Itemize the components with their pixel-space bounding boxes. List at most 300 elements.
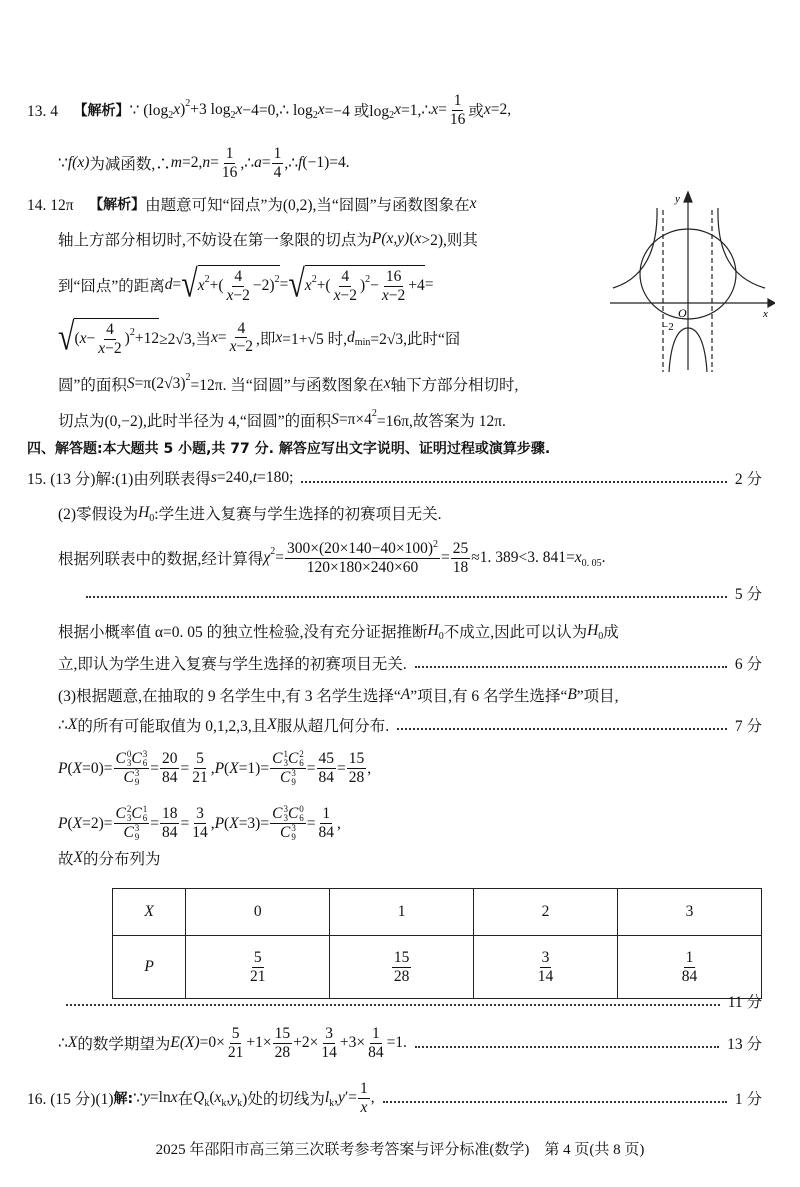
math-var: x [483, 101, 491, 119]
denominator [332, 287, 359, 305]
denominator [278, 769, 298, 787]
math-var: x [173, 101, 181, 119]
text: =ln [149, 1089, 171, 1107]
text: −2 [388, 286, 406, 304]
text: −2) [252, 277, 275, 295]
text: 在 [177, 1091, 194, 1109]
math-var: m [170, 154, 182, 172]
bold-text: 四、解答题:本大题共 5 小题,共 77 分. 解答应写出文字说明、证明过程或演算步骤. [27, 441, 551, 457]
indices [135, 824, 140, 842]
fraction [317, 805, 337, 842]
text: = [306, 814, 316, 832]
text: 84 [161, 824, 178, 841]
sup-index: 1 [283, 749, 288, 759]
y-axis-arrow-icon [684, 192, 692, 202]
radicand [74, 318, 159, 358]
math-var: x [381, 286, 389, 304]
radical-sign-icon: √ [181, 262, 198, 306]
text: (−1)=4. [302, 154, 350, 172]
text: 的数学期望为 [77, 1036, 171, 1054]
denominator [347, 769, 367, 787]
text: ( [409, 230, 415, 247]
text: 故 [58, 851, 74, 868]
text: ( [74, 330, 80, 348]
math-var: x [317, 101, 325, 119]
math-var: t [252, 469, 258, 486]
subscript: 0. 05 [581, 557, 602, 569]
text: 300×(20×140−40×100) [286, 540, 434, 557]
text: 3 [196, 805, 204, 823]
fraction [270, 750, 306, 787]
curve-left [613, 208, 657, 288]
fraction [270, 805, 306, 842]
text: 84 [318, 824, 335, 841]
table-cell: P [113, 936, 186, 999]
superscript: 2 [185, 97, 191, 109]
text: 1 [273, 145, 282, 162]
text: 84 [368, 1043, 384, 1061]
text: = [180, 759, 190, 777]
text: 16. (15 分)(1) [27, 1091, 114, 1109]
q15-line-7 [58, 684, 762, 706]
sup-index: 0 [126, 749, 132, 759]
denominator [228, 338, 255, 356]
text: −2 [105, 339, 122, 357]
text: 根据列联表中的数据,经计算得 [58, 551, 264, 569]
text: = [180, 814, 190, 832]
dotted-leader [397, 728, 727, 730]
text: 轴下方部分相切时, [390, 377, 519, 394]
dotted-leader [66, 1004, 720, 1006]
text: 15 [274, 1025, 291, 1042]
denominator [225, 287, 252, 305]
text: >2),则其 [421, 232, 478, 249]
numerator [370, 1025, 382, 1044]
text: , [367, 759, 372, 777]
sub-index: 9 [134, 832, 140, 842]
square-root [58, 315, 160, 359]
text: 15. (13 分)解:(1)由列联表得 [27, 471, 211, 488]
fraction [190, 805, 210, 842]
superscript: 2 [371, 407, 377, 419]
math-var: C [131, 805, 142, 823]
subscript: k [237, 1097, 243, 1109]
text: − [86, 330, 96, 348]
q15-line-5 [58, 620, 762, 642]
math-var: X [72, 814, 83, 832]
math-var: l [324, 1089, 330, 1107]
math-var: x [79, 330, 87, 348]
q13-line-2 [58, 145, 762, 182]
text: ′= [344, 1089, 358, 1107]
sub-index: 3 [283, 813, 288, 823]
subscript: 2 [389, 109, 395, 121]
text: 18 [452, 558, 469, 576]
text: 5 [231, 1025, 240, 1042]
text: (3)根据题意,在抽取的 9 名学生中,有 3 名学生选择“ [58, 688, 401, 705]
fraction [451, 540, 471, 577]
text: =1. [386, 1034, 407, 1052]
combination [123, 769, 139, 787]
dotted-leader [415, 666, 727, 668]
text: 16 [221, 163, 238, 181]
table-header-row [113, 889, 762, 936]
math-var: x [304, 277, 312, 295]
table-cell: 2 [474, 889, 618, 936]
text: 25 [452, 540, 469, 557]
numerator [317, 750, 337, 769]
math-var: H [138, 504, 150, 521]
q15-line-3 [58, 540, 762, 577]
math-var: x [197, 277, 205, 295]
text: = [438, 101, 447, 119]
numerator [160, 750, 180, 769]
text: :学生进入复赛与学生选择的初赛项目无关. [154, 506, 442, 523]
combination [272, 750, 288, 768]
text: = [261, 154, 271, 172]
denominator [96, 340, 123, 358]
score-label: 7 分 [734, 718, 762, 735]
text: 3 [325, 1025, 333, 1042]
text: 服从超几何分布. [276, 718, 390, 735]
text: (2)零假设为 [58, 506, 139, 523]
q15-line-13 [58, 1025, 762, 1062]
numerator: 5 [253, 948, 262, 966]
math-var: x [214, 1089, 222, 1107]
q15-line-11 [58, 847, 762, 869]
combination [288, 805, 304, 823]
math-var: s [210, 469, 217, 486]
math-var: P [214, 814, 225, 832]
combination [116, 805, 132, 823]
text: ) [124, 330, 130, 348]
text: = [210, 154, 219, 172]
text: +12 [134, 330, 160, 348]
combination [280, 769, 296, 787]
text: 不成立,因此可以认为 [443, 624, 588, 641]
text: 120×180×240×60 [306, 558, 419, 576]
math-var: A [400, 686, 411, 703]
fraction [347, 750, 367, 787]
indices [135, 769, 140, 787]
sup-index: 3 [291, 823, 296, 833]
text: +2× [293, 1034, 319, 1052]
text: −2 [233, 286, 250, 304]
text: 1 [453, 92, 462, 109]
table-cell: 3 [618, 889, 762, 936]
text: =−4 或log [324, 103, 390, 121]
subscript: 0 [438, 630, 444, 642]
indices [143, 750, 148, 768]
text: = [150, 759, 159, 777]
score-label: 5 分 [734, 586, 762, 603]
math-var: X [229, 759, 239, 777]
math-var: X [267, 716, 277, 733]
numerator [272, 145, 284, 164]
table-cell: 0 [186, 889, 330, 936]
text: , [226, 1089, 231, 1107]
text: − [370, 277, 379, 295]
text: = [279, 275, 289, 293]
math-var: H [587, 622, 599, 639]
numerator [285, 540, 440, 559]
text: 28 [348, 769, 365, 786]
denominator [273, 1044, 293, 1062]
math-var: f(x) [67, 154, 90, 172]
q14-line-6 [58, 409, 762, 431]
q15-line-10 [58, 805, 762, 842]
text: ) [359, 277, 366, 295]
text: = [306, 759, 316, 777]
numerator: 15 [393, 948, 410, 966]
text: 1 [371, 1025, 380, 1042]
text: +( [316, 277, 331, 295]
math-var: C [123, 824, 134, 842]
combination [272, 805, 288, 823]
math-var: X [73, 849, 83, 866]
text: ,∴ [284, 154, 299, 172]
text: +3 log [190, 101, 231, 119]
text: 或 [468, 103, 484, 121]
sub-index: 6 [142, 758, 148, 768]
q15-line-1 [27, 467, 762, 489]
text: 18 [161, 805, 178, 823]
sub-index: 6 [142, 813, 148, 823]
math-var: x [414, 230, 422, 247]
bold-text: 【解析】 [73, 103, 130, 120]
math-var: C [280, 769, 291, 787]
text: ∵ (log [129, 101, 169, 119]
fraction [448, 92, 468, 129]
q14-line-4 [58, 315, 590, 359]
subscript: 0 [149, 512, 155, 524]
origin-label: O [678, 306, 687, 320]
denominator [220, 164, 240, 182]
denominator [190, 824, 210, 842]
fraction [220, 145, 240, 182]
text: 14 [321, 1043, 337, 1061]
function-graph [605, 190, 775, 375]
math-var: x [383, 375, 391, 392]
page-footer: 2025 年邵阳市高三第三次联考参考答案与评分标准(数学) 第 4 页(共 8 页) [155, 1142, 645, 1158]
denominator [305, 559, 420, 577]
q15-line-8 [58, 714, 762, 736]
fraction [160, 750, 180, 787]
text: = [172, 275, 182, 293]
math-var: x [235, 101, 243, 119]
denominator [160, 769, 180, 787]
fraction [114, 750, 150, 787]
math-var: C [115, 805, 126, 823]
math-var: x [229, 338, 237, 356]
text: 13. 4 [27, 103, 74, 121]
sup-index: 3 [134, 823, 140, 833]
text: =16π,故答案为 12π. [376, 413, 506, 430]
denominator [272, 164, 284, 182]
x-axis-label: x [763, 308, 768, 320]
bold-text: 解: [113, 1091, 134, 1108]
text: = [441, 549, 450, 567]
text: 21 [227, 1043, 244, 1061]
radicand [198, 265, 280, 305]
text: , [337, 814, 341, 832]
math-var: f [298, 154, 303, 172]
subscript: k [221, 1097, 227, 1109]
superscript: 2 [204, 273, 210, 285]
superscript: 2 [365, 273, 371, 285]
fraction [228, 320, 255, 357]
text: =2)= [82, 814, 113, 832]
numerator [232, 268, 244, 287]
q15-line-2 [58, 502, 762, 524]
sub-index: 6 [299, 758, 304, 768]
fraction [114, 805, 150, 842]
denominator [358, 1099, 369, 1117]
numerator [320, 805, 332, 824]
sub-index: 9 [291, 832, 296, 842]
q15-line-9 [58, 750, 762, 787]
text: 20 [161, 750, 178, 768]
text: =1,∴ [400, 101, 432, 119]
fraction [358, 1080, 370, 1117]
text: ”项目,有 6 名学生选择“ [410, 688, 568, 705]
numerator [270, 750, 306, 769]
combination [116, 750, 132, 768]
numerator [114, 805, 150, 824]
text: 1 [322, 805, 331, 823]
numerator [270, 805, 306, 824]
numerator [194, 750, 206, 769]
y-axis-label: y [675, 193, 680, 205]
text: =3)= [238, 814, 270, 832]
subscript: 2 [168, 109, 174, 121]
denominator [317, 824, 337, 842]
math-var: x [431, 101, 439, 119]
radical-sign-icon: √ [288, 262, 305, 306]
text: 4 [106, 321, 114, 338]
math-var: d [347, 328, 355, 346]
numerator: 1 [685, 948, 694, 966]
math-var: S [331, 411, 339, 428]
numerator [384, 268, 404, 287]
text: 14. 12π [27, 197, 90, 214]
text: , [210, 814, 215, 832]
text: 圆”的面积 [58, 377, 127, 394]
numerator [194, 805, 206, 824]
fraction [366, 1025, 386, 1062]
radical-sign-icon: √ [58, 315, 75, 359]
fraction [190, 750, 210, 787]
table-cell: 1 [330, 889, 474, 936]
math-var: x [170, 1089, 178, 1107]
math-var: H [427, 622, 439, 639]
sub-index: 3 [126, 758, 132, 768]
denominator: 21 [249, 967, 266, 985]
q14-line-1 [27, 193, 590, 215]
text: 根据小概率值 α=0. 05 的独立性检验,没有充分证据推断 [58, 624, 428, 641]
text: =180; [257, 469, 294, 486]
sup-index: 2 [299, 749, 304, 759]
numerator [452, 92, 464, 111]
text: = [337, 759, 346, 777]
text: )处的切线为 [242, 1091, 325, 1109]
q15-line-4 [78, 582, 762, 604]
text: ,∴ [240, 154, 255, 172]
text: 5 [196, 750, 204, 768]
math-var: C [272, 805, 283, 823]
numerator [104, 321, 116, 340]
text: 16 [449, 110, 466, 128]
text: 切点为(0,−2),此时半径为 4,“囧圆”的面积 [58, 413, 332, 430]
sub-index: 6 [299, 813, 304, 823]
denominator: 84 [681, 967, 698, 985]
text: 21 [192, 769, 208, 786]
sup-index: 0 [299, 804, 304, 814]
x-axis-arrow-icon [768, 299, 775, 307]
text: 由题意可知“囧点”为(0,2),当“囧圆”与函数图象在 [145, 197, 470, 214]
math-var: X [229, 814, 239, 832]
fraction [317, 750, 337, 787]
math-var: C [280, 824, 291, 842]
text: 84 [318, 769, 335, 786]
denominator [366, 1044, 386, 1062]
math-var: d [164, 275, 173, 293]
text: =1)= [238, 759, 270, 777]
table-cell [618, 936, 762, 999]
table-row [113, 936, 762, 999]
text: ≥2√3,当 [159, 330, 211, 348]
numerator [347, 750, 367, 769]
sub-index: 3 [126, 813, 132, 823]
superscript: 2 [270, 545, 276, 557]
superscript: 2 [185, 371, 191, 383]
text: =π(2√3) [134, 375, 186, 392]
text: ∴ [58, 1034, 68, 1052]
text: 1 [225, 145, 234, 162]
text: =2, [490, 101, 512, 119]
score-label: 13 分 [727, 1036, 762, 1054]
subscript: k [204, 1097, 210, 1109]
table-cell [186, 936, 330, 999]
text: 1 [360, 1080, 368, 1097]
math-var: C [287, 750, 299, 768]
text: 4 [273, 163, 282, 181]
text: =1+√5 时, [282, 330, 348, 348]
numerator [235, 320, 247, 339]
math-var: C [287, 805, 299, 823]
text: 15 [348, 750, 365, 768]
math-var: y [230, 1089, 238, 1107]
math-var: P [58, 814, 68, 832]
text: 16 [385, 268, 402, 285]
math-var: C [131, 750, 142, 768]
math-var: P [214, 759, 225, 777]
numerator [273, 1025, 293, 1044]
math-var: x [98, 339, 106, 357]
fraction [272, 145, 284, 182]
math-var: x [360, 1098, 368, 1116]
denominator [278, 824, 298, 842]
dotted-leader [301, 481, 726, 483]
indices [291, 824, 296, 842]
math-var: x [210, 328, 218, 346]
text: ∵ [133, 1089, 144, 1107]
math-var: x [275, 328, 283, 346]
indices [299, 750, 304, 768]
math-var: x [333, 286, 341, 304]
text: = [150, 814, 159, 832]
text: 45 [318, 750, 335, 768]
